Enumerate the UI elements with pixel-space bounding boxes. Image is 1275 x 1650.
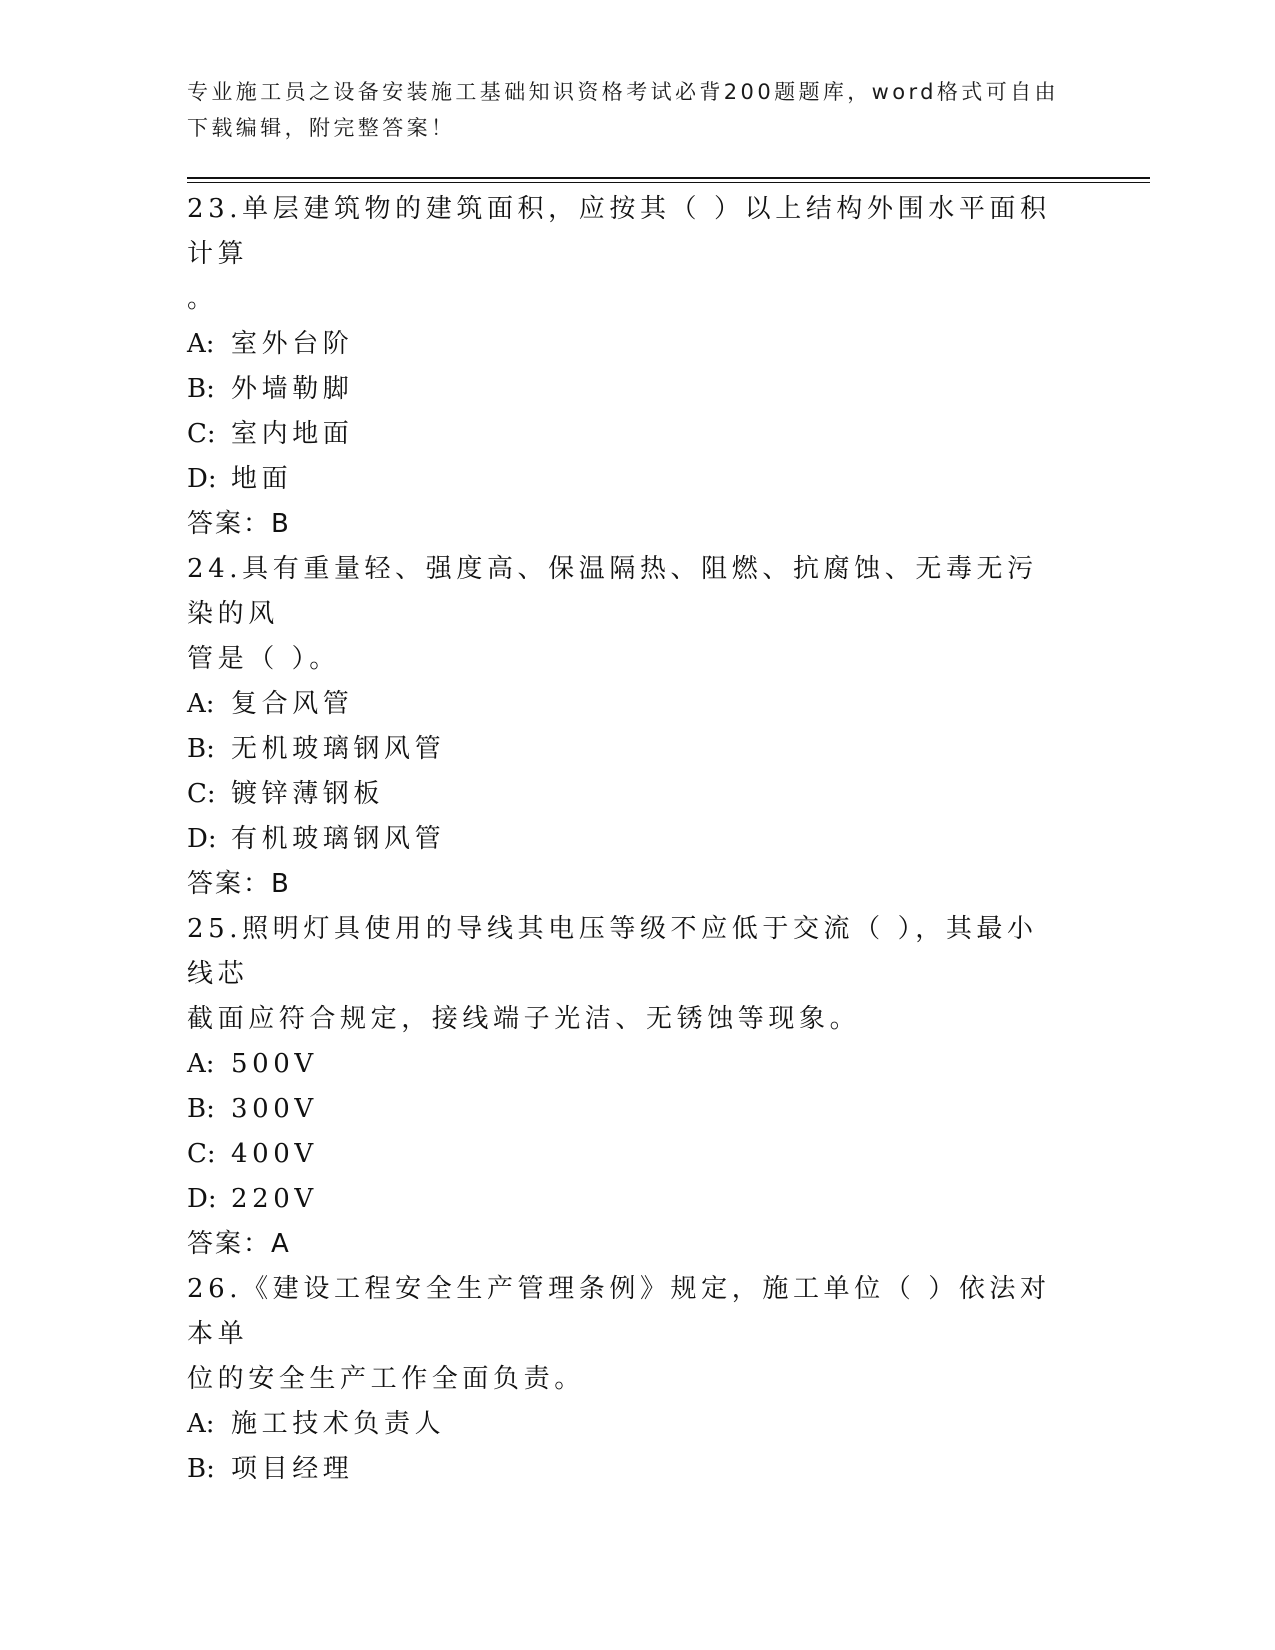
question-stem-line-2: 。 bbox=[187, 284, 218, 314]
option-key: C: bbox=[187, 779, 216, 809]
answer: 答案：B bbox=[187, 869, 291, 899]
question-26 bbox=[187, 1267, 1067, 1492]
header-line-2: 下载编辑，附完整答案！ bbox=[187, 116, 456, 140]
option-b bbox=[187, 367, 1067, 412]
option-key: D: bbox=[187, 824, 217, 854]
option-key: A: bbox=[187, 329, 215, 359]
option-text: 镀锌薄钢板 bbox=[231, 779, 385, 809]
question-stem-line-2: 位的安全生产工作全面负责。 bbox=[187, 1364, 585, 1394]
option-key: C: bbox=[187, 419, 216, 449]
answer: 答案：B bbox=[187, 509, 291, 539]
option-a bbox=[187, 1042, 1067, 1087]
option-a bbox=[187, 682, 1067, 727]
question-23 bbox=[187, 187, 1067, 547]
option-text: 复合风管 bbox=[231, 689, 354, 719]
option-d bbox=[187, 817, 1067, 862]
question-stem-line-1: 23.单层建筑物的建筑面积，应按其（ ）以上结构外围水平面积计算 bbox=[187, 194, 1051, 269]
option-text: 项目经理 bbox=[231, 1454, 354, 1484]
option-text: 500V bbox=[231, 1049, 318, 1079]
option-key: B: bbox=[187, 1094, 215, 1124]
option-c bbox=[187, 772, 1067, 817]
option-key: B: bbox=[187, 374, 215, 404]
question-stem-line-2: 管是（ ）。 bbox=[187, 644, 340, 674]
option-b bbox=[187, 1447, 1067, 1492]
option-text: 室外台阶 bbox=[231, 329, 354, 359]
option-text: 施工技术负责人 bbox=[231, 1409, 446, 1439]
option-key: A: bbox=[187, 1409, 215, 1439]
option-b bbox=[187, 727, 1067, 772]
header-divider-thin bbox=[187, 182, 1150, 183]
header-divider-thick bbox=[187, 177, 1150, 179]
option-d bbox=[187, 1177, 1067, 1222]
option-c bbox=[187, 412, 1067, 457]
question-stem-line-1: 26.《建设工程安全生产管理条例》规定，施工单位（ ）依法对本单 bbox=[187, 1274, 1051, 1349]
document-header bbox=[187, 74, 1067, 146]
option-text: 室内地面 bbox=[231, 419, 354, 449]
question-24 bbox=[187, 547, 1067, 907]
option-c bbox=[187, 1132, 1067, 1177]
option-key: A: bbox=[187, 689, 215, 719]
option-text: 300V bbox=[231, 1094, 318, 1124]
option-text: 外墙勒脚 bbox=[231, 374, 354, 404]
option-d bbox=[187, 457, 1067, 502]
answer: 答案：A bbox=[187, 1229, 291, 1259]
question-stem-line-1: 25.照明灯具使用的导线其电压等级不应低于交流（ ），其最小线芯 bbox=[187, 914, 1038, 989]
option-key: B: bbox=[187, 734, 215, 764]
option-a bbox=[187, 322, 1067, 367]
question-stem-line-2: 截面应符合规定，接线端子光洁、无锈蚀等现象。 bbox=[187, 1004, 861, 1034]
question-25 bbox=[187, 907, 1067, 1267]
option-key: D: bbox=[187, 464, 217, 494]
option-key: D: bbox=[187, 1184, 217, 1214]
option-text: 地面 bbox=[231, 464, 293, 494]
option-key: C: bbox=[187, 1139, 216, 1169]
option-key: B: bbox=[187, 1454, 215, 1484]
option-text: 有机玻璃钢风管 bbox=[231, 824, 446, 854]
option-text: 220V bbox=[231, 1184, 318, 1214]
option-key: A: bbox=[187, 1049, 215, 1079]
option-text: 400V bbox=[231, 1139, 318, 1169]
header-line-1: 专业施工员之设备安装施工基础知识资格考试必背200题题库，word格式可自由 bbox=[187, 80, 1059, 104]
option-text: 无机玻璃钢风管 bbox=[231, 734, 446, 764]
option-b bbox=[187, 1087, 1067, 1132]
option-a bbox=[187, 1402, 1067, 1447]
question-stem-line-1: 24.具有重量轻、强度高、保温隔热、阻燃、抗腐蚀、无毒无污染的风 bbox=[187, 554, 1038, 629]
